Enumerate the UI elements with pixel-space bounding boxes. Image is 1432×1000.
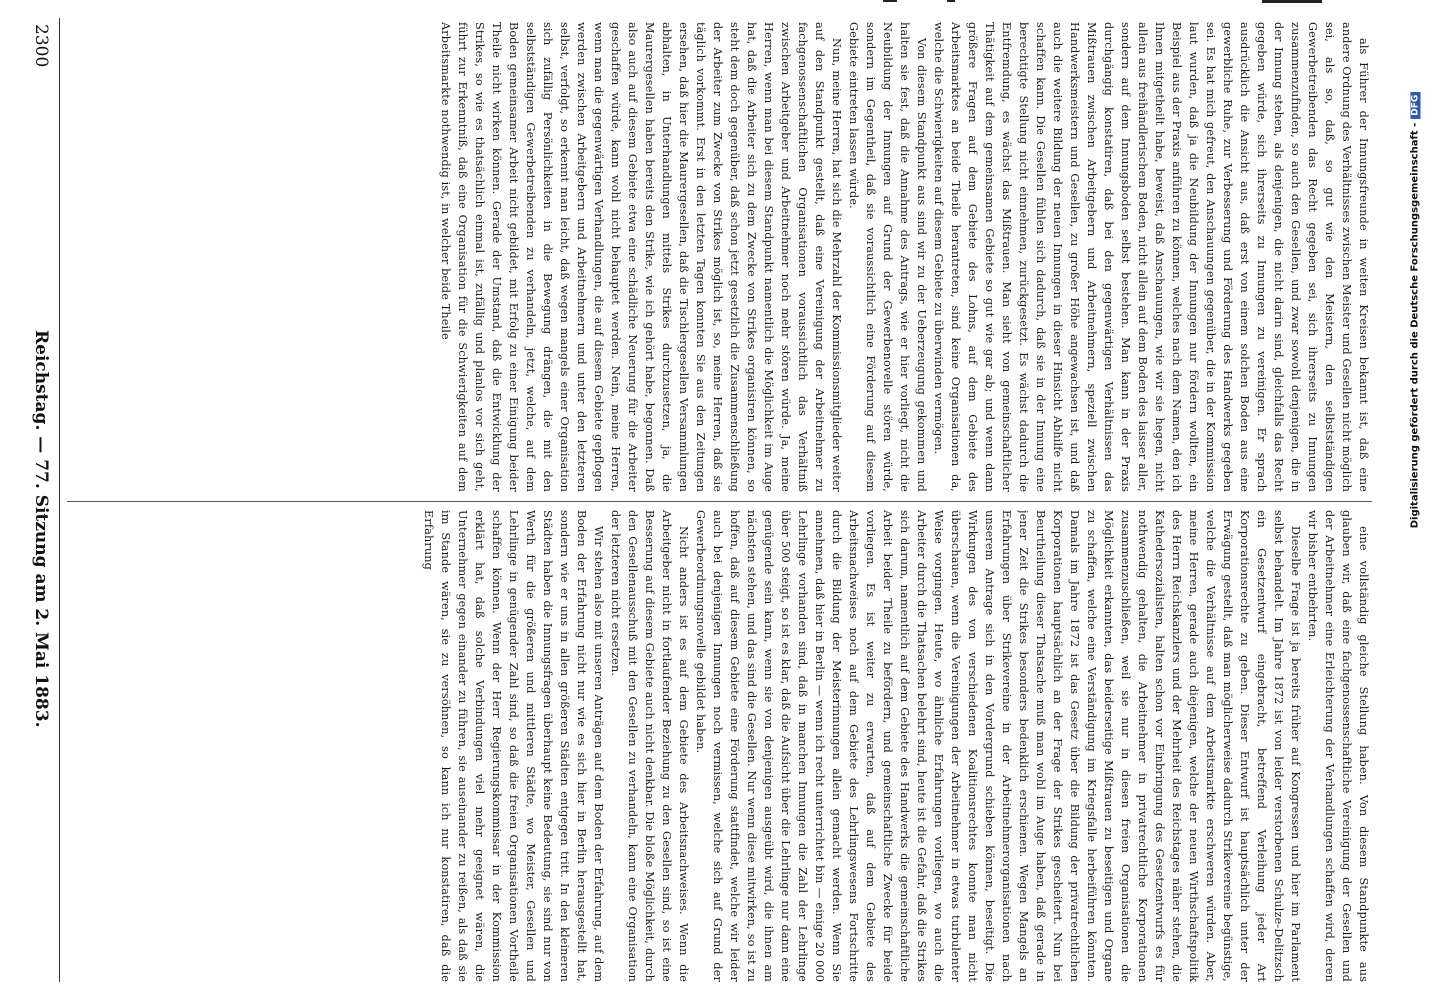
paragraph: Nicht anders ist es auf dem Gebiete des Arbeitsnachweises. Wenn die Arbeitgeber nicht in fortlaufender Beziehung zu den Gesellen sind, so ist eine Besserung auf diesem Gebiete auch nicht denkbar. Die bloße Möglichkeit, durch den Gesellenausschuß mit den Gesellen zu verhandeln, kann eine Organisation der letzteren nicht ersetzen. <box>609 510 690 982</box>
scan-mark <box>1262 0 1322 3</box>
paragraph: Wir stehen also mit unseren Anträgen auf dem Boden der Erfahrung, auf dem Boden der Erfahrung nicht nur wie es sich hier in Berlin herausgestellt hat, sondern wie er uns in allen größeren Städten entgegen tritt. In den kleineren Städten haben die Innungsfragen überhaupt keine Bedeutung, sie sind nur von Werth für die größeren und mittleren Städte, wo Meister, Gesellen und Lehrlinge in genügender Zahl sind, so daß die freien Organisationen Vortheile schaffen können. Wenn der Herr Regierungskommissar in der Kommission erklärt hat, daß solche Verbindungen viel mehr geeignet wären, die Unternehmer gegen einander zu führen, sie auseinander zu reißen, als daß sie im Stande wären, sie zu versöhnen, so kann ich nur konstatiren, daß die Erfahrung <box>422 510 605 982</box>
paragraph: als Führer der Innungsfreunde in weiten Kreisen bekannt ist, daß eine andere Ordnung des Verhältnisses zwischen Meister und Gesellen nicht möglich sei, als so, daß, so gut wie den Meistern, den selbstständigen Gewerbetreibenden das Recht gegeben sei, sich ihrerseits zu Innungen zusammenzufinden, so auch den Gesellen, und zwar sowohl denjenigen, die in der Innung stehen, als denjenigen, die nicht darin sind, gleichfalls das Recht gegeben würde, sich ihrerseits zu Innungen zu vereinigen. Er sprach ausdrücklich die Ansicht aus, daß erst von einem solchen Boden aus eine gewerbliche Ruhe, zur Verbesserung und Förderung des Handwerks gegeben sei. Es hat mich gefreut, den Anschauungen gegenüber, die in der Kommission laut wurden, daß ja die Neubildung der Innungen nur fördern wollten, ein Beispiel aus der Praxis anführen zu können, welches nach dem Namen, den ich Ihnen mitgetheilt habe, beweist, daß Anschauungen, wie wir sie hegen, nicht allein aus freihändlerischem Boden, nicht allein auf dem Boden des laisser aller, sondern auf dem Innungsboden selbst bestehen. Man kann in der Praxis durchgängig konstatiren, daß bei den gegenwärtigen Verhältnissen das Mißtrauen zwischen Arbeitgebern und Arbeitnehmern, speziell zwischen Handwerksmeistern und Gesellen, zu großer Höhe angewachsen ist, und daß auch die weitere Bildung der neuen Innungen in dieser Hinsicht Abhilfe nicht schaffen kann. Die Gesellen fühlen sich dadurch, daß sie in der Innung eine berechtigte Stellung nicht einnehmen, zurückgesetzt. Es wächst dadurch die Entfremdung, es wächst das Mißtrauen. Man sieht von gemeinschaftlicher Thätigkeit auf dem gemeinsamen Gebiete so gut wie gar ab; und wenn dann größere Fragen auf dem Gebiete des Lohns, auf dem Gebiete des Arbeitsmarktes an beide Theile herantreten, sind keine Organisationen da, welche die Schwierigkeiten auf diesem Gebiete zu überwinden vermögen. <box>932 22 1370 492</box>
digitization-credit <box>1400 30 1430 590</box>
column-left <box>72 22 1372 492</box>
column-divider <box>67 501 1372 502</box>
paragraph: Dieselbe Frage ist ja bereits früher auf Kongressen und hier im Parlament selbst behandelt. Im Jahre 1872 ist von leider verstorbenen Schulze-Delitzsch ein Gesetzentwurf eingebracht, betreffend Verleihung jeder Art Korporationsrechte zu geben. Dieser Entwurf ist hauptsächlich unter der Erwägung gestellt, daß man möglicherweise dadurch Strikevereine begünstige, welche die Verhältnisse auf dem Arbeitsmarkte erschweren würden. Aber, meine Herren, gerade auch diejenigen, welche der neuen Wirthschaftspolitik des Herrn Reichskanzlers und der Mehrheit des Reichstages näher stehen, die Kathedersozialisten, halten schon vor Einbringung des Gesetzentwurfs es für nothwendig gehalten, die Arbeitnehmer in privatrechtliche Korporationen zusammenzuschließen, weil sie nur in diesen freien Organisationen die Möglichkeit erkannten, das beiderseitige Mißtrauen zu beseitigen und Organe zu schaffen, welche eine Verständigung im Kriegsfalle herbeiführen könnten. Damals im Jahre 1872 ist das Gesetz über die Bildung der privatrechtlichen Korporationen hauptsächlich an der Frage der Strikes gescheitert. Nun bei Beurtheilung dieser Thatsache muß man wohl im Auge haben, daß gerade in jener Zeit die Strikes besonders bedenklich erschienen. Wegen Mangels an Erfahrungen über Strikevereine in der Arbeitnehmerorganisationen nach unserem Antrage sich in den Vordergrund schieben können, beseitigt. Die Wirkungen des von verschiedenen Koalitionsrechtes konnte man nicht überschauen, wenn die Vereinigungen der Arbeitnehmer in etwas turbulenter Weise vorgingen. Heute, wo ähnliche Erfahrungen vorliegen, wo auch die Arbeiter durch die Thatsachen belehrt sind, heute ist die Gefahr, daß die Strikes sich darum, namentlich auf dem Gebiete des Handwerks die gemeinschaftliche Arbeit beider Theile zu befördern, und gemeinschaftliche Zwecke für beide vorliegen. Es ist weiter zu erwarten, daß auf dem Gebiete des Arbeitsnachweises noch auf dem Gebiete des Lehrlingswesens Fortschritte durch die Bildung der Meisterinnungen allein gemacht werden. Wenn Sie annehmen, daß hier in Berlin — wenn ich recht unterrichtet bin — einige 20 000 Lehrlinge vorhanden sind, daß in manchen Innungen die Zahl der Lehrlinge über 500 steigt, so ist es klar, daß die Aufsicht über die Lehrlinge nur dann eine genügende sein kann, wenn sie von denjenigen ausgeübt wird, die ihnen am nächsten stehen, und das sind die Gesellen. Nur wenn diese mitwirken, so ist zu hoffen, daß auf diesem Gebiete eine Förderung stattfindet, welche wir leider auch bei denjenigen Innungen noch vermissen, welche sich auf Grund der Gewerbeordnungsnovelle gebildet haben. <box>694 510 1302 982</box>
header-rule <box>59 18 60 982</box>
dfg-logo: DFG <box>1411 92 1421 119</box>
paragraph: Von diesem Standpunkt aus sind wir zu der Ueberzeugung gekommen und halten sie fest, daß die Annahme des Antrags, wie er hier vorliegt, nicht die Neubildung der Innungen auf Grund der Gewerbenovelle stören würde, sondern im Gegentheil, daß sie voraussichtlich eine Förderung auf diesem Gebiete eintreten lassen würde. <box>847 22 928 492</box>
page-header <box>29 0 55 1000</box>
page-header-title: Reichstag. — 77. Sitzung am 2. Mai 1883. <box>31 330 51 728</box>
scan-mark <box>883 0 897 2</box>
page-number: 2300 <box>31 24 51 68</box>
paragraph: Nun, meine Herren, hat sich die Mehrzahl der Kommissionsmitglieder weiter auf den Standpunkt gestellt, daß eine Vereinigung der Arbeitnehmer zu fachgenossenschaftlichen Organisationen voraussichtlich das Verhältniß zwischen Arbeitgeber und Arbeitnehmer noch mehr stören würde. Ja, meine Herren, wenn man bei diesem Standpunkt namentlich die Möglichkeit im Auge hat, daß die Arbeiter sich zu dem Zwecke von Strikes organisiren können, so steht dem doch gegenüber, daß schon jetzt gesetzlich die Zusammenschließung der Arbeiter zum Zwecke von Strikes möglich ist, so, meine Herren, daß sie täglich vorkommt. Erst in den letzten Tagen konnten Sie aus den Zeitungen ersehen, daß hier die Maurergesellen, daß die Tischlergesellen Versammlungen abhalten, in Unterhandlungen mittels Strikes durchzusetzen, ja, die Maurergesellen haben bereits den Strike, wie ich gehört habe, begonnen. Daß also auch auf diesem Gebiete etwa eine schädliche Neuerung für die Arbeiter geschaffen würde, kann wohl nicht behauptet werden. Nein, meine Herren, wenn man die gegenwärtigen Verhandlungen, die auf diesem Gebiete gepflogen werden zwischen Arbeitgebern und Arbeitnehmern und unter den letzteren selbst, verfolgt, so erkennt man leicht, daß wegen mangels einer Organisation sich zufällig Persönlichkeiten in die Bewegung drängen, die mit den selbstständigen Gewerbetreibenden zu verhandeln, jetzt, welche, auf dem Boden gemeinsamer Arbeit nicht gebildet, mit Erfolg zu einer Einigung beider Theile nicht wirken können. Gerade der Umstand, daß die Entwicklung der Strikes, so wie es thatsächlich einmal ist, zufällig und planlos vor sich geht, führt zur Erkenntniß, daß eine Organisation für die Schwierigkeiten auf dem Arbeitsmarkte nothwendig ist, in welcher beide Theile <box>439 22 843 492</box>
credit-text: Digitalisierung gefördert durch die Deutsche Forschungsgemeinschaft - <box>1409 122 1421 529</box>
column-right <box>72 510 1372 982</box>
scan-mark <box>947 0 955 2</box>
paragraph: eine vollständig gleiche Stellung haben. Von diesem Standpunkte aus glauben wir, daß eine fachgenossenschaftliche Vereinigung der Gesellen und der Arbeitnehmer eine Erleichterung der Verhandlungen schaffen wird, deren wir bisher entbehrten. <box>1306 510 1370 982</box>
